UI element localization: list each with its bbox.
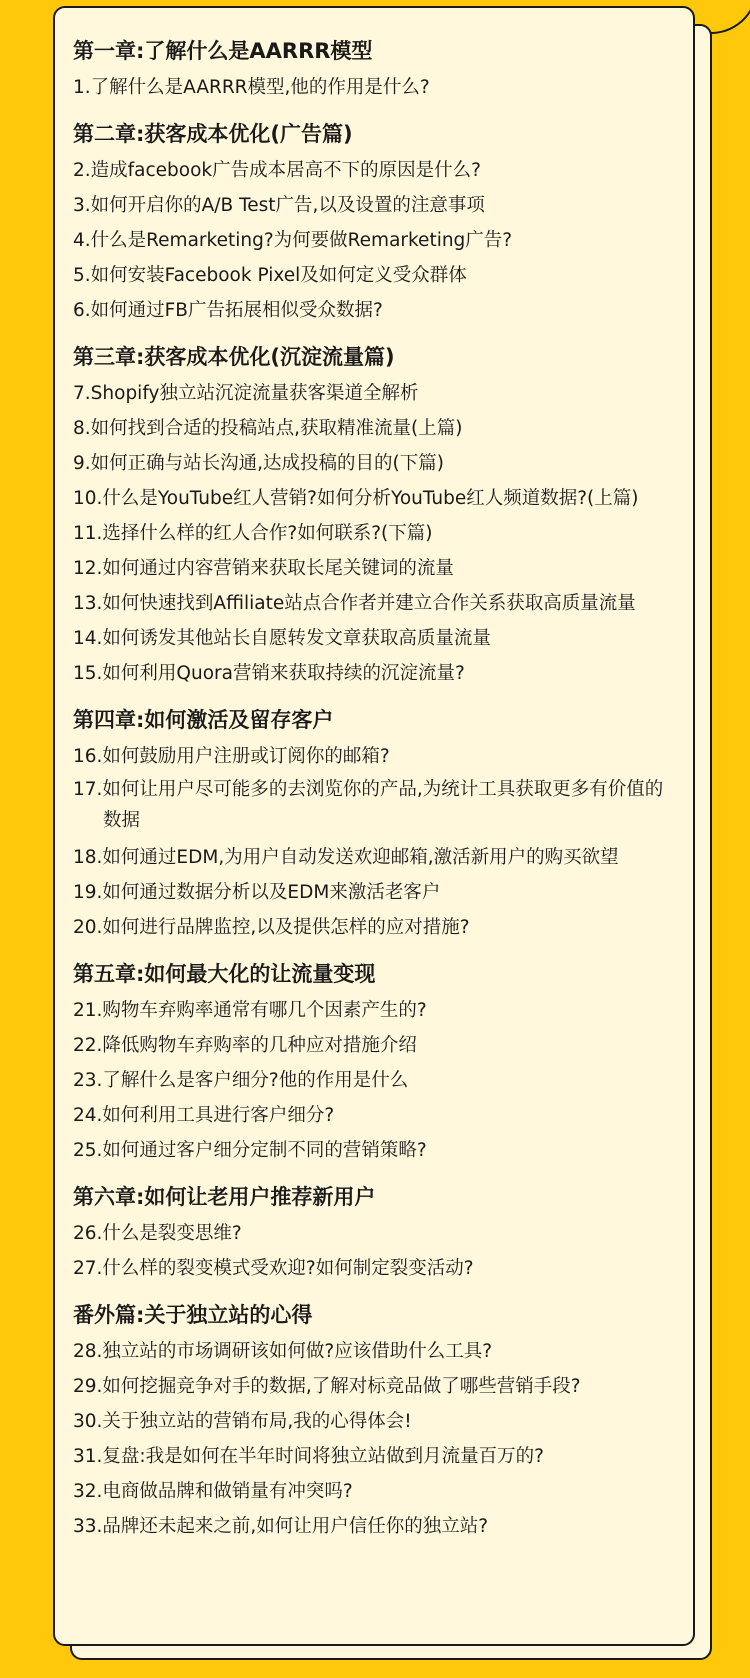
lesson-item: 27.什么样的裂变模式受欢迎?如何制定裂变活动?: [73, 1258, 474, 1279]
chapter-title: 第四章:如何激活及留存客户: [73, 708, 334, 732]
lesson-item: 16.如何鼓励用户注册或订阅你的邮箱?: [73, 746, 390, 767]
lesson-item: 17.如何让用户尽可能多的去浏览你的产品,为统计工具获取更多有价值的数据: [73, 779, 664, 831]
lesson-item: 15.如何利用Quora营销来获取持续的沉淀流量?: [73, 663, 465, 684]
lesson-item: 18.如何通过EDM,为用户自动发送欢迎邮箱,激活新用户的购买欲望: [73, 847, 619, 868]
lesson-item: 11.选择什么样的红人合作?如何联系?(下篇): [73, 523, 433, 544]
lesson-item: 6.如何通过FB广告拓展相似受众数据?: [73, 300, 383, 321]
lesson-item: 10.什么是YouTube红人营销?如何分析YouTube红人频道数据?(上篇): [73, 488, 639, 509]
chapter-4: [73, 705, 675, 945]
lesson-item: 33.品牌还未起来之前,如何让用户信任你的独立站?: [73, 1516, 489, 1537]
course-outline-card: [53, 6, 695, 1646]
lesson-item: 31.复盘:我是如何在半年时间将独立站做到月流量百万的?: [73, 1446, 544, 1467]
lesson-item: 4.什么是Remarketing?为何要做Remarketing广告?: [73, 230, 513, 251]
lesson-item: 24.如何利用工具进行客户细分?: [73, 1105, 335, 1126]
chapter-title: 第三章:获客成本优化(沉淀流量篇): [73, 345, 395, 369]
lesson-item: 25.如何通过客户细分定制不同的营销策略?: [73, 1140, 427, 1161]
lesson-item: 32.电商做品牌和做销量有冲突吗?: [73, 1481, 353, 1502]
chapter-3: [73, 342, 675, 691]
lesson-item: 19.如何通过数据分析以及EDM来激活老客户: [73, 882, 441, 903]
lesson-item: 20.如何进行品牌监控,以及提供怎样的应对措施?: [73, 917, 470, 938]
chapter-bonus: [73, 1300, 675, 1544]
lesson-item: 28.独立站的市场调研该如何做?应该借助什么工具?: [73, 1341, 493, 1362]
lesson-item: 22.降低购物车弃购率的几种应对措施介绍: [73, 1035, 417, 1056]
lesson-item: 12.如何通过内容营销来获取长尾关键词的流量: [73, 558, 454, 579]
lesson-item: 2.造成facebook广告成本居高不下的原因是什么?: [73, 160, 481, 181]
lesson-item: 30.关于独立站的营销布局,我的心得体会!: [73, 1411, 412, 1432]
lesson-item: 3.如何开启你的A/B Test广告,以及设置的注意事项: [73, 195, 485, 216]
lesson-item: 5.如何安装Facebook Pixel及如何定义受众群体: [73, 265, 467, 286]
lesson-item: 29.如何挖掘竞争对手的数据,了解对标竞品做了哪些营销手段?: [73, 1376, 581, 1397]
chapter-1: [73, 36, 675, 105]
chapter-title: 第一章:了解什么是AARRR模型: [73, 39, 373, 63]
chapter-title: 第五章:如何最大化的让流量变现: [73, 962, 376, 986]
lesson-item: 23.了解什么是客户细分?他的作用是什么: [73, 1070, 409, 1091]
chapter-5: [73, 959, 675, 1168]
lesson-item: 14.如何诱发其他站长自愿转发文章获取高质量流量: [73, 628, 491, 649]
lesson-item: 7.Shopify独立站沉淀流量获客渠道全解析: [73, 383, 419, 404]
chapter-title: 第二章:获客成本优化(广告篇): [73, 122, 353, 146]
chapter-2: [73, 119, 675, 328]
lesson-item: 1.了解什么是AARRR模型,他的作用是什么?: [73, 77, 430, 98]
chapter-title: 番外篇:关于独立站的心得: [73, 1303, 313, 1327]
lesson-item: 9.如何正确与站长沟通,达成投稿的目的(下篇): [73, 453, 444, 474]
lesson-item: 13.如何快速找到Affiliate站点合作者并建立合作关系获取高质量流量: [73, 593, 636, 614]
chapter-6: [73, 1182, 675, 1286]
chapter-title: 第六章:如何让老用户推荐新用户: [73, 1185, 376, 1209]
lesson-item: 8.如何找到合适的投稿站点,获取精准流量(上篇): [73, 418, 463, 439]
lesson-item: 26.什么是裂变思维?: [73, 1223, 242, 1244]
lesson-item: 21.购物车弃购率通常有哪几个因素产生的?: [73, 1000, 427, 1021]
